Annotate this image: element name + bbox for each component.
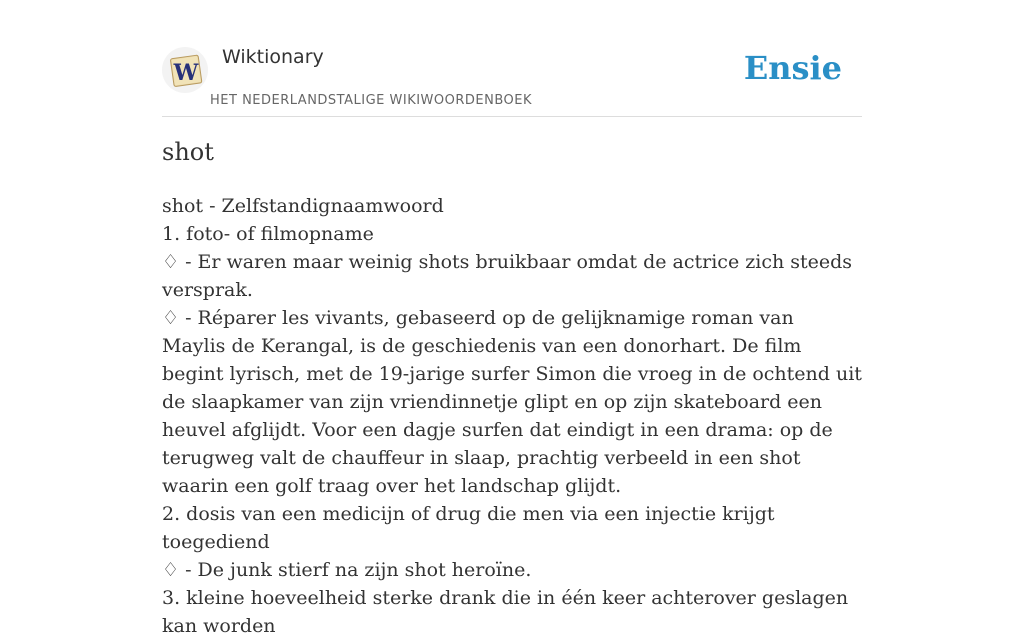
site-header [162,0,862,117]
ensie-brand-link[interactable]: Ensie [743,49,842,87]
svg-text:W: W [173,60,199,86]
example-line: ♢ - Er waren maar weinig shots bruikbaar omdat de actrice zich steeds versprak. [162,251,853,301]
example-line: ♢ - De junk stierf na zijn shot heroïne. [162,559,532,581]
entry-content [162,192,862,640]
site-tagline: HET NEDERLANDSTALIGE WIKIWOORDENBOEK [210,93,533,108]
entry-heading-line: shot - Zelfstandignaamwoord [162,195,444,217]
definition-line: 3. kleine hoeveelheid sterke drank die in één keer achterover geslagen kan worden [162,587,849,637]
example-line: ♢ - Réparer les vivants, gebaseerd op de gelijknamige roman van Maylis de Kerangal, is de geschiedenis van een donorhart. De film begint lyrisch, met de 19-jarige surfer Simon die vroeg in de ochtend uit de slaapkamer van zijn vriendinnetje glipt en op zijn skateboard een heuvel afglijdt. Voor een dagje surfen dat eindigt in een drama: op de terugweg valt de chauffeur in slaap, prachtig verbeeld in een shot waarin een golf traag over het landschap glijdt. [162,307,862,497]
page [162,0,862,637]
definition-line: 1. foto- of filmopname [162,223,374,245]
wiktionary-logo-icon[interactable] [162,47,208,93]
definition-line: 2. dosis van een medicijn of drug die men via een injectie krijgt toegediend [162,503,775,553]
page-title: shot [162,138,214,166]
site-name-link[interactable]: Wiktionary [222,46,324,68]
